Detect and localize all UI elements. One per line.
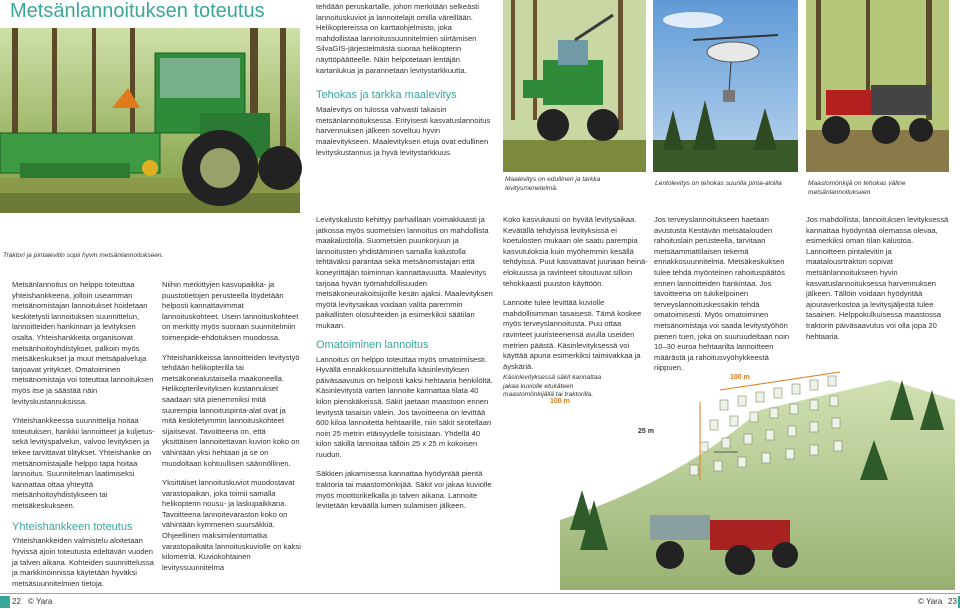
- left-column-2: [162, 280, 302, 573]
- right-col4-para-1: Jos mahdollista, lannoituksen levityksessä kannattaa hyödyntää olemassa olevaa, esimerkiksi oman tilan kalustoa. Lannoitteen pintalevitin ja maatalousrtraktori sopivat metsänlannoitukseen hyvin kasvatuslannoituksessa harvennuksen jälkeen. Tällöin voidaan hyödyntää ajouraverkostoa ja levitysjäljestä tulee tasainen. Helppokulkuisessa maastossa traktorin päiväsaavutus voi olla jopa 20 hehtaaria.: [806, 215, 949, 341]
- tractor-photo: [0, 28, 300, 213]
- left-col1-para-2: Yhteishankkeessa suunnittelija hoitaa toteutuksen, hankkii lannoitteet ja kuljetus- sekä levityspalvelun, valvoo levityksen ja tekee tarvittavat tilitykset. Yhteishanke on metsänomistajalle helppo tapa hoitaa lannoitus. Suunnitelman laatimiseksi kannattaa ottaa yhteyttä metsänhoitoyhdistykseen tai metsäkeskukseen.: [12, 416, 155, 510]
- left-page-marker: [0, 596, 10, 608]
- left-col2-para-1: Niihin merkittyjen kasvupaikka- ja puustotietojen perusteella löydetään helposti kannattavimmat lannoituskohteet. Usein lannoituskohteet on merkitty myös suoraan suunnitelmiin toimenpide-ehdotuksen muodossa.: [162, 280, 299, 342]
- heading-yhteishanke: Yhteishankkeen toteutus: [12, 521, 133, 534]
- right-column-3: [654, 215, 799, 374]
- left-col2-para-2: Yhteishankkeissa lannoitteiden levitystyö tehdään helikopterilla tai metsäkonealustaisella maakoneella. Helikopterilevityksen kustannukset saadaan sitä pienemmiksi mitä suurempia lannoituspinta-alat ovat ja mitä keskitetymmin lannoituskohteet sijaitsevat. Tavoitteena on, että yksittäisen lannoitettavan kuvion koko on vähintään yksi hehtaari ja se on muodoltaan kohtuullisen säännöllinen.: [162, 352, 300, 468]
- diagram-caption: Käsinlevityksessä säkit kannattaa jakaa kuviolle etukäteen maastomönkijällä tai traktorilla.: [503, 374, 602, 399]
- caption-helicopter: Lentolevitys on tehokas suurilla pinta-aloilla: [655, 180, 782, 187]
- right-column-4: [806, 215, 951, 342]
- right-maalevitys-para: Maalevitys on tulossa vahvasti takaisin metsänlannoituksessa. Erityisesti kasvatuslannoitus harvennuksen jälkeen soveltuu hyvin maalevitykseen. Maalevityksen etuja ovat edullinen levityskustannus ja hyvä levitystarkkuus.: [316, 105, 491, 157]
- hero-caption: Traktori ja pintalevitin sopii hyvin metsänlannoitukseen.: [3, 252, 164, 259]
- right-column-intro: [316, 2, 494, 158]
- caption-forwarder: Maalevitys on edullinen ja tarkka levitysmenetelmä.: [505, 176, 601, 192]
- left-col1-para-1: Metsänlannoitus on helppo toteuttaa yhteishankkeena, jolloin useamman metsänomistajan lannoitukset hoidetaan keskitetysti lannoituksen suunnittelun, lannoitteiden hankinnan ja levityksen osalta. Yhteishankkeita organisoivat metsänhoitoyhdistykset, palkoin myös metsäkeskukset ja muut metsäpalveluja tarjoavat yritykset. Omatoiminen metsänomistaja voi toteuttaa lannoituksen myös itse ja säästää näin levityskustannuksissa.: [12, 280, 154, 406]
- right-column-1: [316, 215, 494, 512]
- right-col1-para-2: Lannoitus on helppo toteuttaa myös omatoimisesti. Hyvällä ennakkosuunnittelulla käsinlevityksen päiväsaavutus on helposti kaksi hehtaaria henkilöltä. Käsinlevitystä varten lannoite kannattaa tilata 40 kilon pienskäkeissä. Säkit jaetaan maastoon ennen levitystä tasaisin välein. Jos tavoitteena on levittää 600 kiloa lannoitetta hehtaarille, niin säkit sirotellaan noin 25 metrin etäisyydelle toisistaan. Yhdellä 40 kilon säkillä lannoitaa tällöin 25 x 25 m kokoisen ruudun.: [316, 354, 493, 459]
- distance-label-3: 25 m: [638, 428, 654, 435]
- right-col1-para-1: Levityskalusto kehittyy parhaillaan voimakkaasti ja jatkossa myös suometsien lannoitus on mahdollista maakalustolla. Suometsien puunkorjuun ja lannoitusten yhdistäminen samalla kalustolla tehtäväksi parantaa sekä metsänomistajan että koneyrittäjän toiminnan kannattavuutta. Maalevitys tarjoaa hyvän työmahdollisuuden metsäkoneurakoitsijoille kesän ajaksi. Maalevityksen myötä levitysaikaa voidaan valita paremmin paikallisten olosuhteiden ja esimerkiksi säätilan mukaan.: [316, 215, 493, 330]
- distance-label-2: 100 m: [730, 374, 750, 381]
- right-col3-para-1: Jos terveyslannoitukseen haetaan avustusta Kestävän metsätalouden rahoituslain perusteella, tarvitaan metsäammattilaisen tekemä ennakkosuunnitelma. Metsäkeskuksen tulee tehdä myönteinen rahoituspäätös ennen lannoitteiden hankintaa. Jos tavoitteena on tukikelpoinen terveyslannoituskessakin tehdä omatoimisesti. Myös omatoiminen metsänomistaja voi saada levitystyöhön pienen tuen, joka on suuruudeltaan noin 10–30 euroa hehtaarilta lannoitteen määrästä ja rahoitusvyöhykkeestä riippuen.: [654, 215, 790, 373]
- left-column-1: [12, 280, 160, 589]
- caption-atv: Maastomönkijä on tehokas väline metsänlannoitukseen: [808, 180, 906, 196]
- left-col1-para-3: Yhteishankkeiden valmistelu aloitetaan hyvissä ajoin toteutusta edeltävän vuoden ja talven aikana. Kohteiden suunnittelussa ja markkinoinnissa käytetään hyväksi metsäsuunnitelmien tietoja.: [12, 536, 154, 588]
- left-brand: © Yara: [28, 597, 53, 606]
- atv-photo: [806, 0, 949, 172]
- forwarder-photo: [503, 0, 646, 172]
- footer-rule: [0, 593, 960, 594]
- right-col2-para-2: Lannoite tulee levittää kuviolle mahdollisimman tasaisesti. Tämä koskee myös terveyslannoitusta. Puu ottaa ravinteet juuristeenensä avulla useiden metrien päästä. Käsinlevityksessä voi käyttää apuna esimerkiksi taimivakkaa ja äyskäriä.: [503, 298, 642, 371]
- right-brand: © Yara: [918, 597, 943, 606]
- distance-label-1: 100 m: [550, 398, 570, 405]
- right-intro-para: tehdään peruskartalle, johon merkitään selkeästi lannoituskuviot ja lannoitelajit omilla väreillään. Helikoptereissa on karttaohjelmisto, joka mahdollistaa lannoitussuunnitelmien siirtämisen SilvaGIS-järjestelmästä suoraa helikopterin näyttöpäätteelle. Näin helpotetaan lentäjän kartanlukua ja parannetaan levitystarkkuutta.: [316, 2, 479, 75]
- right-col2-para-1: Koko kasvukausi on hyvää levitysaikaa. Kevätällä tehdyissä levityksissä ei koetulosten mukaan ole saatu parempia kasvutuloksia kuin myöhemmin kesällä tehdyissä. Puut kasvattavat juuriaan heinä-elokuussa ja ravinteet sitoutuvat silloin tehokkaasti puuston käyttöön.: [503, 215, 648, 288]
- title-band: [0, 0, 300, 30]
- left-col2-para-3: Yksittäiset lannoituskuviot muodostavat varastopaikan, joka toimii samalla helikopterin nousu- ja laskupaikkana. Tavoitteena lannoitevaraston koko on vähintään kymmenen suursäkkiä. Ohjeellinen maksimilentomatka varastopaikalta lannoituskuviolle on kaksi kilometriä. Kuviokohtainen levityssuunnitelma: [162, 478, 301, 572]
- heading-omatoiminen: Omatoiminen lannoitus: [316, 338, 429, 351]
- heading-maalevitys: Tehokas ja tarkka maalevitys: [316, 89, 457, 102]
- helicopter-photo: [653, 0, 798, 172]
- right-col1-para-3: Säkkien jakamisessa kannattaa hyödyntää pientä traktoria tai maastomönkijää. Säkit voi jakaa kuviolle myös moottorikelkalla jo talven aikana. Lannoite levitetään keväällä lumen sulamisen jälkeen.: [316, 469, 492, 511]
- page-title: Metsänlannoituksen toteutus: [10, 0, 265, 22]
- right-column-2: [503, 215, 648, 372]
- left-page-number: 22: [12, 597, 21, 606]
- right-page-number: 23: [948, 597, 957, 606]
